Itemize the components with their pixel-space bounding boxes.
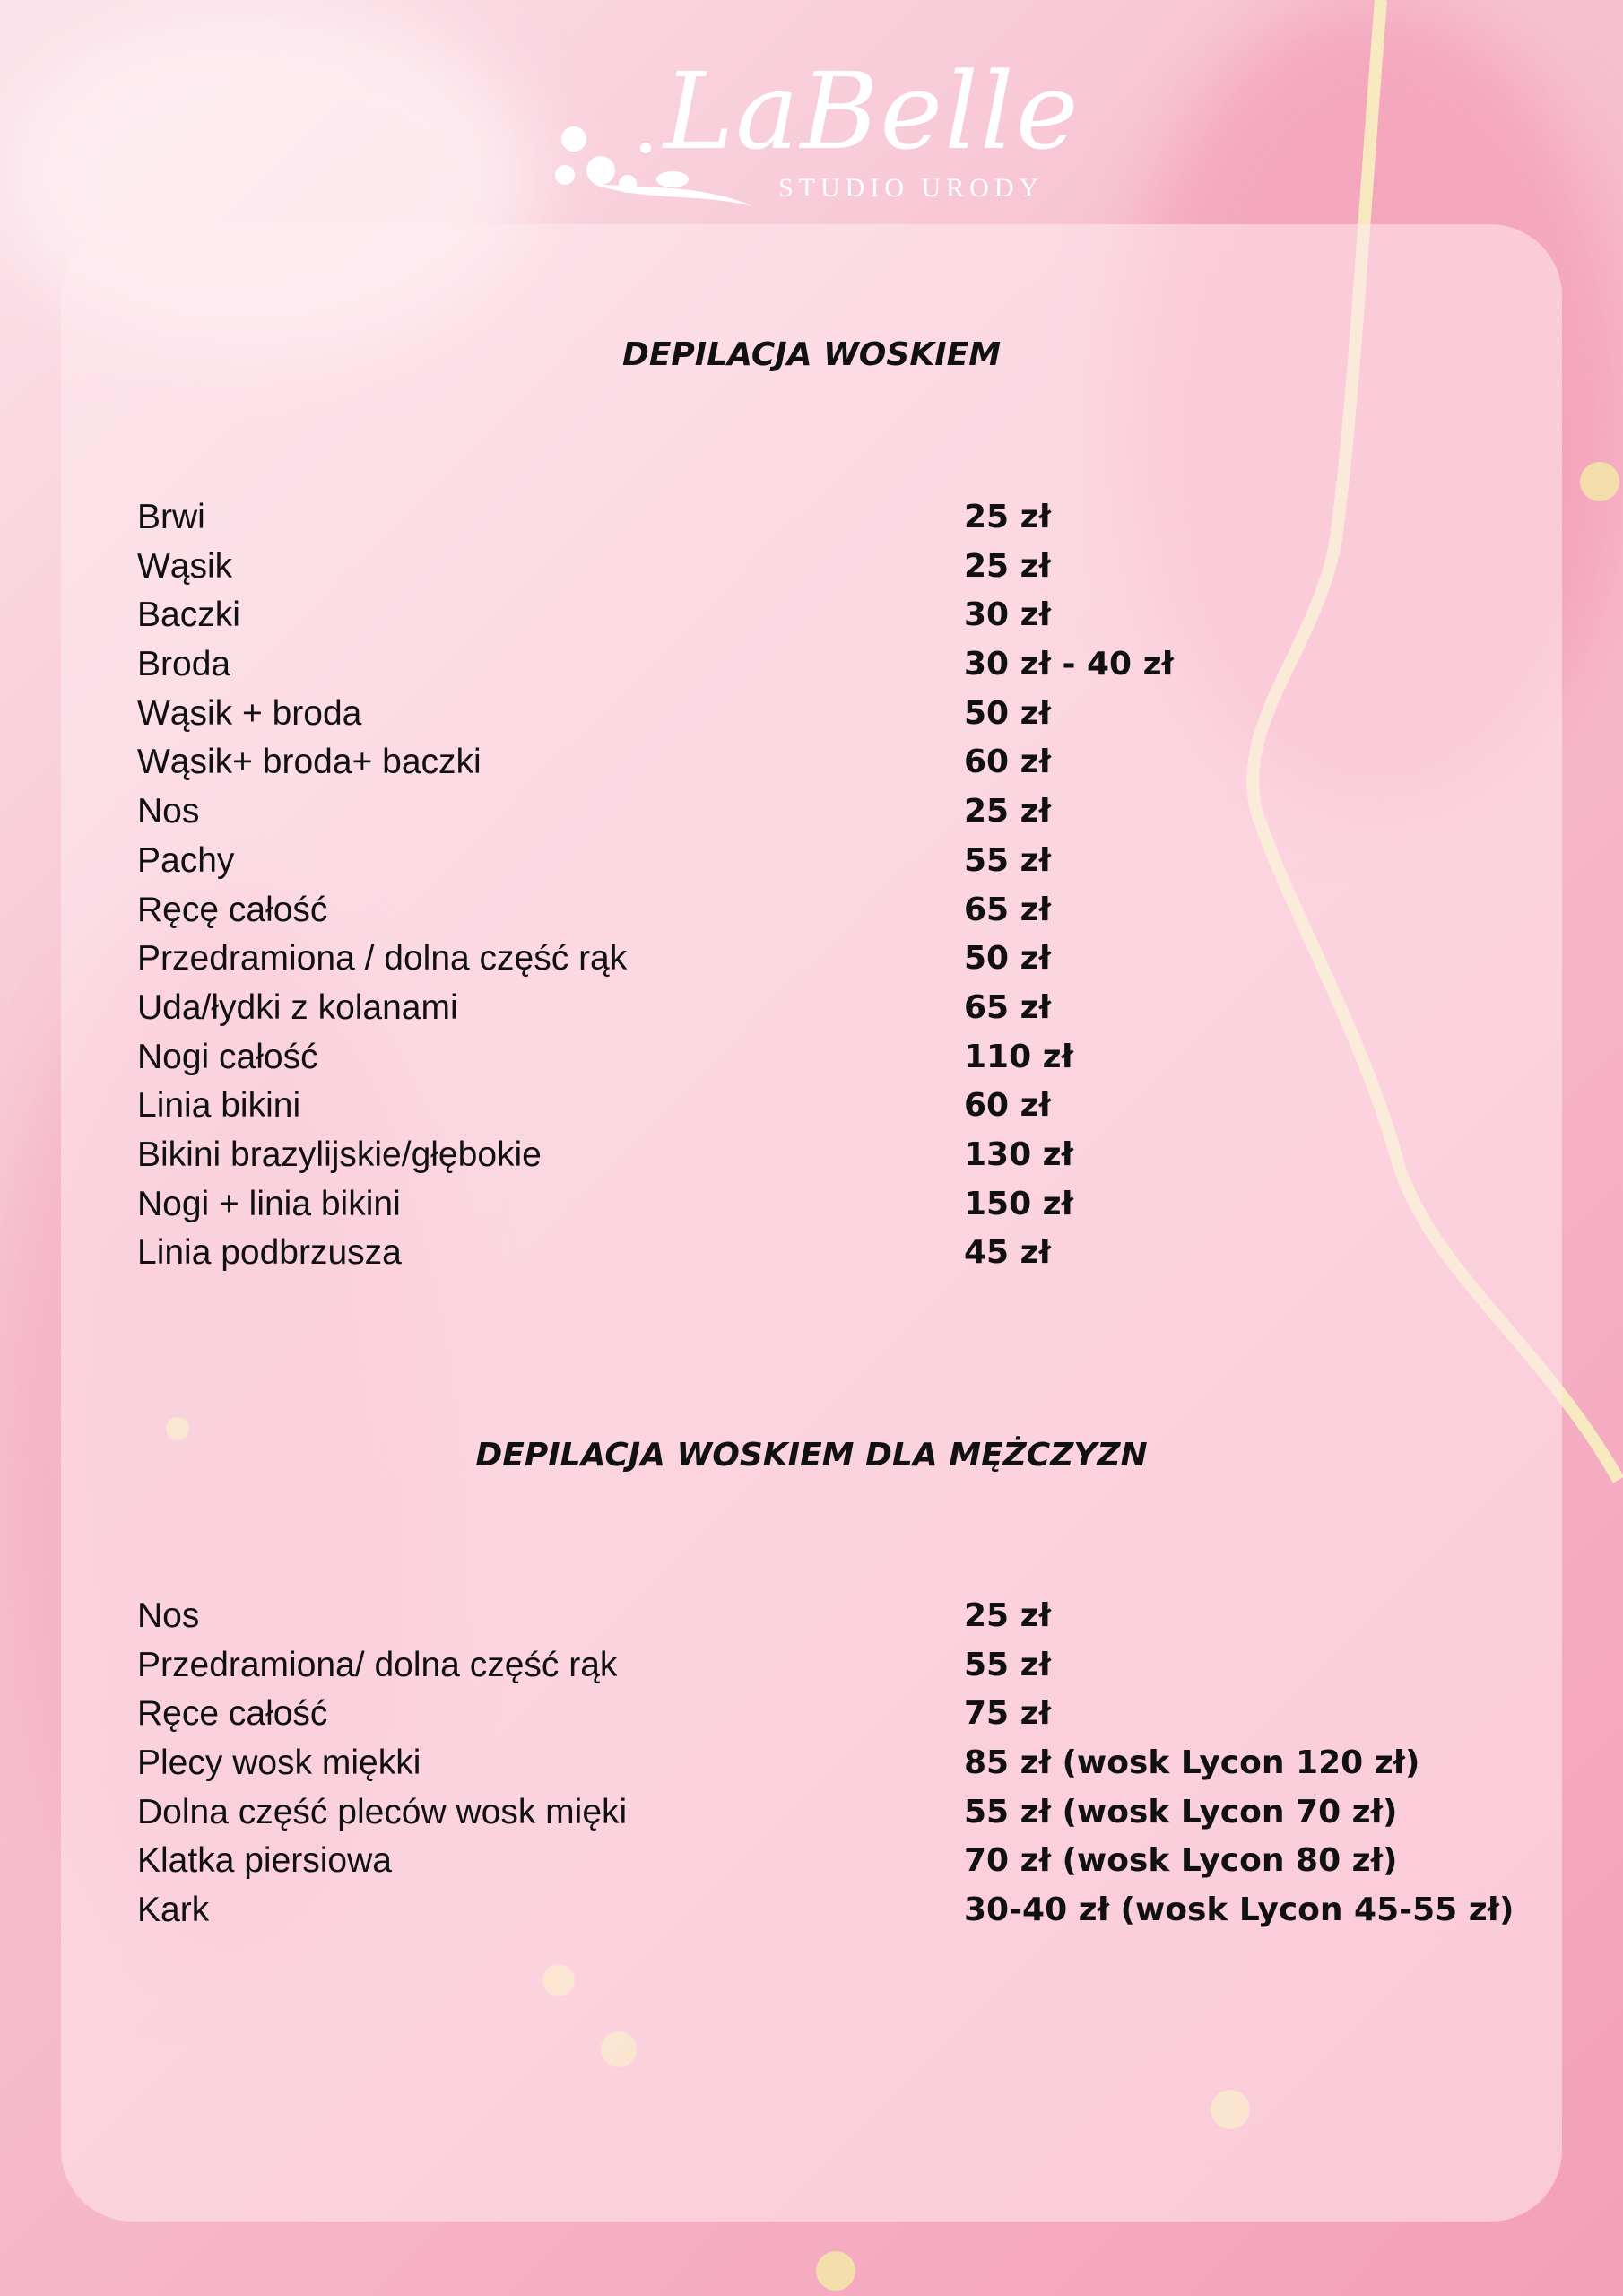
section-title: DEPILACJA WOSKIEM DLA MĘŻCZYZN	[475, 1437, 1148, 1474]
price-row	[137, 1082, 1536, 1131]
service-name: Broda	[137, 645, 231, 684]
service-price: 60 zł	[964, 744, 1051, 781]
section-title: DEPILACJA WOSKIEM	[621, 336, 1002, 373]
price-row	[137, 1886, 1536, 1935]
service-price: 110 zł	[964, 1038, 1073, 1075]
service-price: 25 zł	[964, 1597, 1051, 1634]
service-name: Ręcę całość	[137, 890, 328, 929]
price-row	[137, 1837, 1536, 1886]
gold-dot	[1580, 462, 1619, 501]
service-price: 65 zł	[964, 891, 1051, 928]
service-price: 85 zł (wosk Lycon 120 zł)	[964, 1744, 1420, 1782]
price-row	[137, 1592, 1536, 1641]
service-name: Kark	[137, 1891, 210, 1930]
service-price: 25 zł	[964, 547, 1051, 585]
service-price: 55 zł	[964, 841, 1051, 879]
price-row	[137, 886, 1536, 935]
price-row	[137, 640, 1536, 690]
service-name: Uda/łydki z kolanami	[137, 987, 458, 1027]
service-name: Pachy	[137, 840, 235, 880]
service-price: 45 zł	[964, 1234, 1051, 1272]
service-price: 50 zł	[964, 694, 1051, 732]
service-name: Klatka piersiowa	[137, 1841, 392, 1881]
price-row	[137, 1131, 1536, 1180]
service-name: Linia podbrzusza	[137, 1233, 402, 1273]
price-row	[137, 1033, 1536, 1083]
service-name: Nogi całość	[137, 1037, 318, 1076]
price-row	[137, 1739, 1536, 1788]
service-price: 30 zł	[964, 596, 1051, 634]
service-price: 130 zł	[964, 1135, 1073, 1173]
brand-subtitle: STUDIO URODY	[778, 173, 1045, 203]
service-name: Plecy wosk miękki	[137, 1744, 421, 1783]
gold-dot	[816, 2251, 855, 2291]
service-name: Linia bikini	[137, 1086, 301, 1126]
price-row	[137, 1641, 1536, 1691]
service-price: 70 zł (wosk Lycon 80 zł)	[964, 1842, 1398, 1880]
service-price: 65 zł	[964, 988, 1051, 1026]
service-name: Wąsik+ broda+ baczki	[137, 743, 482, 782]
price-row	[137, 1180, 1536, 1230]
service-price: 55 zł (wosk Lycon 70 zł)	[964, 1793, 1398, 1831]
service-name: Nos	[137, 792, 200, 831]
service-name: Wąsik	[137, 546, 233, 586]
price-row	[137, 543, 1536, 592]
service-name: Brwi	[137, 498, 205, 536]
service-name: Nogi + linia bikini	[137, 1184, 401, 1223]
service-name: Nos	[137, 1596, 200, 1635]
price-row	[137, 1690, 1536, 1739]
brand-logo	[538, 49, 1081, 211]
price-row	[137, 984, 1536, 1033]
price-row	[137, 1788, 1536, 1838]
service-price: 150 zł	[964, 1185, 1073, 1222]
service-price: 50 zł	[964, 940, 1051, 978]
service-price: 75 zł	[964, 1695, 1051, 1733]
service-name: Baczki	[137, 596, 240, 635]
service-price: 55 zł	[964, 1646, 1051, 1683]
service-name: Przedramiona/ dolna część rąk	[137, 1645, 618, 1684]
price-row	[137, 837, 1536, 886]
service-name: Ręce całość	[137, 1694, 328, 1734]
service-name: Przedramiona / dolna część rąk	[137, 939, 628, 978]
price-list	[137, 493, 1536, 1278]
price-row	[137, 690, 1536, 739]
price-row	[137, 493, 1536, 543]
service-price: 60 zł	[964, 1087, 1051, 1125]
service-price: 25 zł	[964, 793, 1051, 831]
service-price: 25 zł	[964, 499, 1051, 535]
service-price: 30-40 zł (wosk Lycon 45-55 zł)	[964, 1892, 1515, 1929]
service-name: Bikini brazylijskie/głębokie	[137, 1135, 542, 1174]
price-list	[137, 1592, 1536, 1935]
price-row	[137, 787, 1536, 837]
brand-name: LaBelle	[664, 49, 1081, 173]
price-row	[137, 738, 1536, 787]
price-row	[137, 1229, 1536, 1278]
service-name: Wąsik + broda	[137, 693, 362, 733]
price-row	[137, 935, 1536, 984]
price-row	[137, 591, 1536, 640]
service-price: 30 zł - 40 zł	[964, 646, 1174, 683]
service-name: Dolna część pleców wosk mięki	[137, 1792, 628, 1831]
